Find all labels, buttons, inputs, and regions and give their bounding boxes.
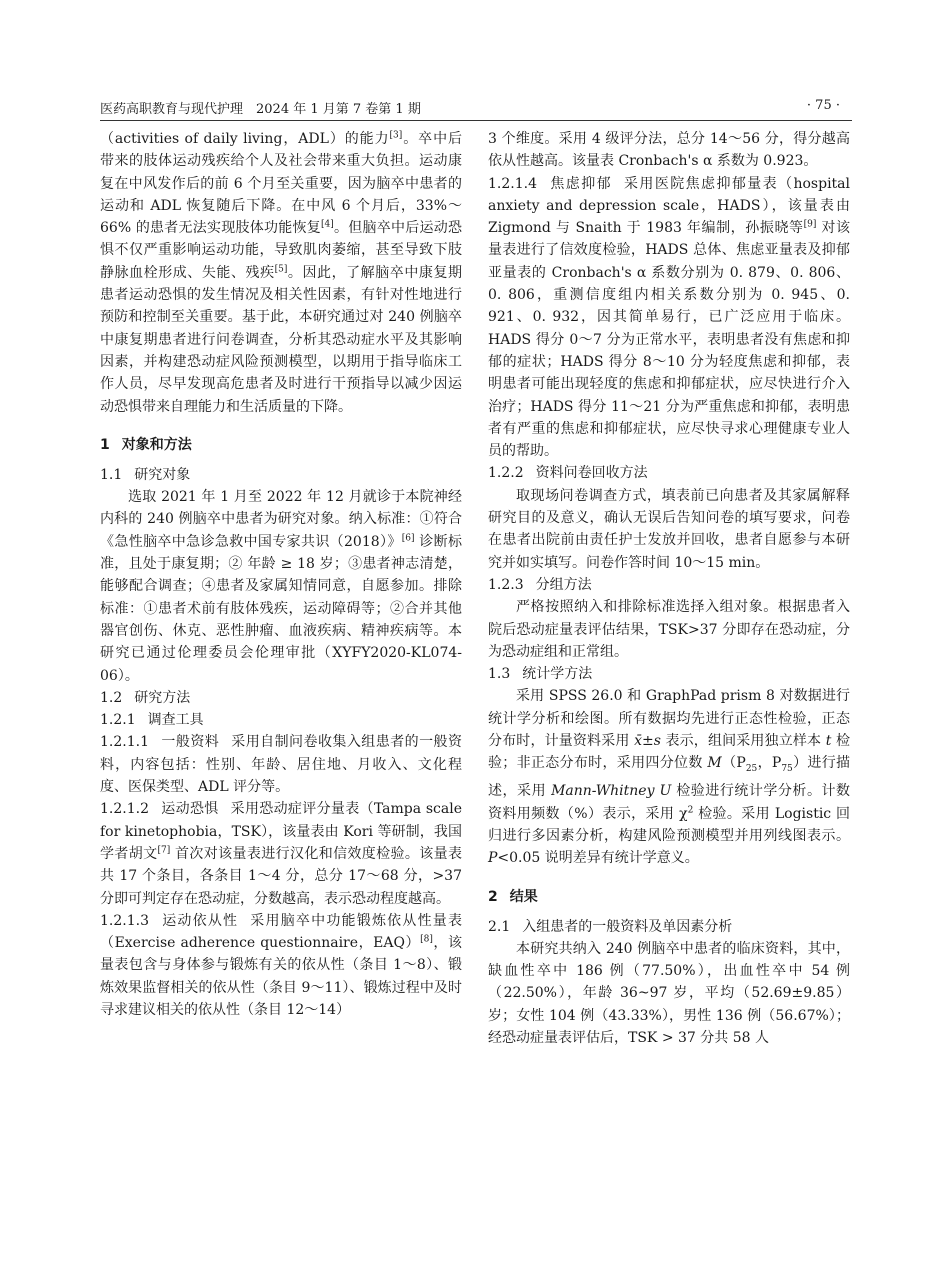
citation: [6] [401, 533, 415, 544]
subsection-heading: 1.2 研究方法 [100, 689, 191, 706]
header-divider [100, 120, 852, 121]
subsubsection-heading: 1.2.3 分组方法 [488, 576, 592, 593]
body-paragraph: 1.2.1.4 焦虑抑郁 采用医院焦虑抑郁量表（hospital anxiety and depression scale，HADS），该量表由 Zigmond 与 Snaith 于 1983 年编制，孙振晓等[9] 对该量表进行了信效度检验，HADS 总体、焦虑亚量表及抑郁亚量表的 Cronbach's α 系数分别为 0. 879、0. 806、0. 806，重测信度组内相关系数分别为 0. 945、0. 921、0. 932，因其简单易行，已广泛应用于临床。HADS 得分 0～7 分为正常水平，表明患者没有焦虑和抑郁的症状；HADS 得分 8～10 分为轻度焦虑和抑郁，表明患者可能出现轻度的焦虑和抑郁症状，应尽快进行介入治疗；HADS 得分 11～21 分为严重焦虑和抑郁，表明患者有严重的焦虑和抑郁症状，应尽快寻求心理健康专业人员的帮助。 [488, 175, 850, 460]
body-paragraph: 1.2.1.1 一般资料 采用自制问卷收集入组患者的一般资料，内容包括：性别、年龄、居住地、月收入、文化程度、医保类型、ADL 评分等。 [100, 734, 463, 796]
citation: [7] [157, 845, 171, 856]
citation: [9] [803, 219, 817, 230]
page-number: · 75 · [806, 98, 840, 113]
left-column [100, 128, 462, 1021]
journal-title: 医药高职教育与现代护理 2024 年 1 月第 7 卷第 1 期 [100, 102, 421, 117]
body-paragraph: 取现场问卷调查方式，填表前已向患者及其家属解释研究目的及意义，确认无误后告知问卷的填写要求，问卷在患者出院前由责任护士发放并回收，患者自愿参与本研究并如实填写。问卷作答时间 10～15 min。 [488, 487, 850, 571]
citation: [3] [389, 130, 403, 141]
body-paragraph: 选取 2021 年 1 月至 2022 年 12 月就诊于本院神经内科的 240 例脑卒中患者为研究对象。纳入标准：①符合《急性脑卒中急诊急救中国专家共识（2018）》[6] 诊断标准，且处于康复期；② 年龄 ≥ 18 岁；③患者神志清楚，能够配合调查；④患者及家属知情同意，自愿参加。排除标准：①患者术前有肢体残疾，运动障碍等；②合并其他器官创伤、休克、恶性肿瘤、血液疾病、精神疾病等。本研究已通过伦理委员会伦理审批（XYFY2020-KL074-06）。 [100, 489, 462, 684]
page-header [100, 98, 840, 116]
subsubsection-heading: 1.2.1 调查工具 [100, 712, 204, 729]
body-paragraph: 严格按照纳入和排除标准选择入组对象。根据患者入院后恐动症量表评估结果，TSK>37 分即存在恐动症，分为恐动症组和正常组。 [488, 599, 850, 660]
body-paragraph: 1.2.1.2 运动恐惧 采用恐动症评分量表（Tampa scale for kinetophobia，TSK），该量表由 Kori 等研制，我国学者胡文[7] 首次对该量表进行汉化和信效度检验。该量表共 17 个条目，各条目 1～4 分，总分 17～68 分，>37 分即可判定存在恐动症，分数越高，表示恐动程度越高。 [100, 801, 462, 907]
intro-paragraph: （activities of daily living，ADL）的能力[3]。卒中后带来的肢体运动残疾给个人及社会带来重大负担。运动康复在中风发作后的前 6 个月至关重要，因为脑卒中患者的运动和 ADL 恢复随后下降。在中风 6 个月后，33%～66% 的患者无法实现肢体功能恢复[4]。但脑卒中后运动恐惧不仅严重影响运动功能，导致肌肉萎缩，甚至导致下肢静脉血栓形成、失能、残疾[5]。因此，了解脑卒中康复期患者运动恐惧的发生情况及相关性因素，有针对性地进行预防和控制至关重要。基于此，本研究通过对 240 例脑卒中康复期患者进行问卷调查，分析其恐动症水平及其影响因素，并构建恐动症风险预测模型，以期用于指导临床工作人员，尽早发现高危患者及时进行干预指导以减少因运动恐惧带来自理能力和生活质量的下降。 [100, 130, 463, 415]
right-column [488, 128, 850, 1049]
subsection-heading: 1.1 研究对象 [100, 466, 191, 483]
subsection-heading: 2.1 入组患者的一般资料及单因素分析 [488, 918, 733, 935]
body-paragraph: 1.2.1.3 运动依从性 采用脑卒中功能锻炼依从性量表（Exercise adherence questionnaire，EAQ）[8]，该量表包含与身体参与锻炼有关的依从性（条目 1～8）、锻炼效果监督相关的依从性（条目 9～11）、锻炼过程中及时寻求建议相关的依从性（条目 12～14） [100, 912, 463, 1018]
body-paragraph: 采用 SPSS 26.0 和 GraphPad prism 8 对数据进行统计学分析和绘图。所有数据均先进行正态性检验，正态分布时，计量资料采用 x̄±s 表示，组间采用独立样本 t 检验；非正态分布时，采用四分位数 $M(P_{25}$，$P_{75}$）进行描述，采用 Mann-Whitney U 检验进行统计学分析。计数资料用频数（%）表示，采用 $\chi^2$ 检验。采用 Logistic 回归进行多因素分析，构建风险预测模型并用列线图表示。P<0.05 说明差异有统计学意义。 [488, 688, 851, 867]
citation: [4] [321, 219, 334, 230]
body-paragraph: 3 个维度。采用 4 级评分法，总分 14～56 分，得分越高依从性越高。该量表 Cronbach's α 系数为 0.923。 [488, 131, 850, 170]
citation: [5] [274, 264, 288, 275]
citation: [8] [420, 934, 433, 945]
section-heading: 1 对象和方法 [100, 436, 192, 453]
section-heading: 2 结果 [488, 888, 538, 905]
subsubsection-heading: 1.2.2 资料问卷回收方法 [488, 465, 648, 482]
subsection-heading: 1.3 统计学方法 [488, 666, 593, 683]
body-paragraph: 本研究共纳入 240 例脑卒中患者的临床资料，其中，缺血性卒中 186 例（77.50%），出血性卒中 54 例（22.50%），年龄 36~97 岁，平均（52.69±9.85）岁；女性 104 例（43.33%），男性 136 例（56.67%）；经恐动症量表评估后，TSK > 37 分共 58 人 [488, 940, 850, 1047]
